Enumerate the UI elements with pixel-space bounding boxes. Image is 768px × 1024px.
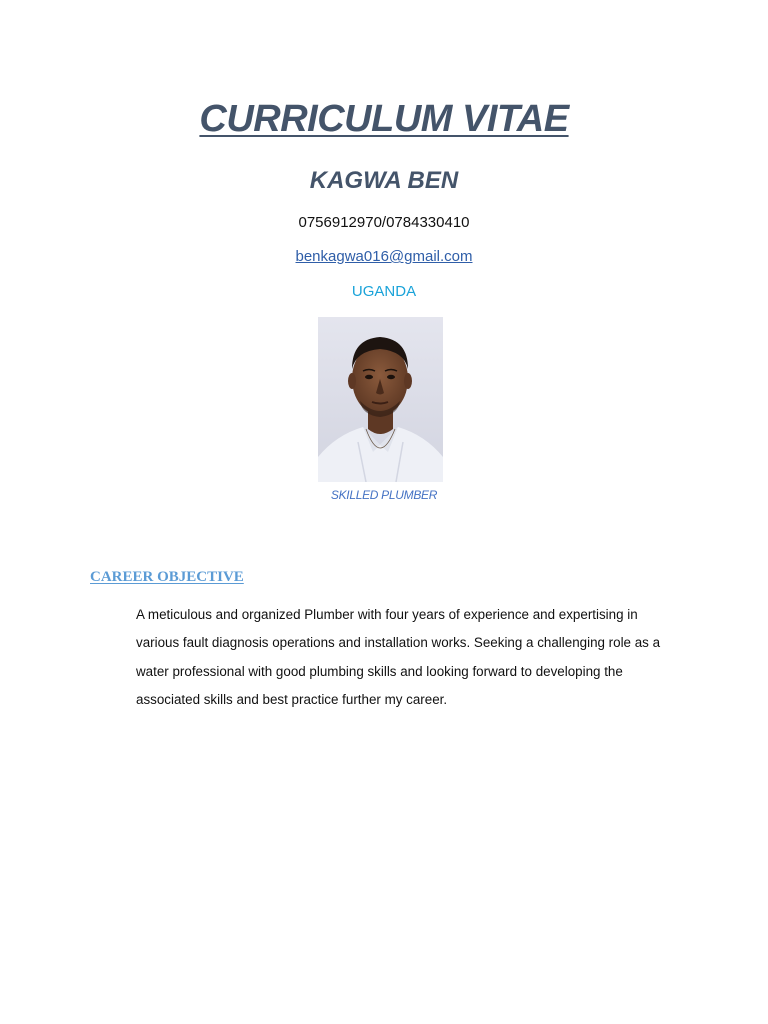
- person-name: KAGWA BEN: [309, 167, 459, 194]
- portrait-illustration: [318, 317, 443, 482]
- phone-numbers: 0756912970/0784330410: [298, 214, 470, 231]
- profile-photo: [318, 317, 443, 482]
- document-title: [0, 98, 768, 141]
- email-link[interactable]: benkagwa016@gmail.com: [295, 248, 473, 265]
- country: UGANDA: [351, 283, 417, 300]
- document-title-text: CURRICULUM VITAE: [199, 98, 569, 140]
- career-objective-text: A meticulous and organized Plumber with four years of experience and expertising in various fault diagnosis operations and installation works. Seeking a challenging role as a water professional with good plumbing skills and looking forward to developing the associated skills and best practice further my career.: [136, 607, 661, 707]
- career-objective-heading: CAREER OBJECTIVE: [90, 569, 244, 585]
- photo-caption: SKILLED PLUMBER: [330, 488, 438, 502]
- email-line: [0, 248, 768, 265]
